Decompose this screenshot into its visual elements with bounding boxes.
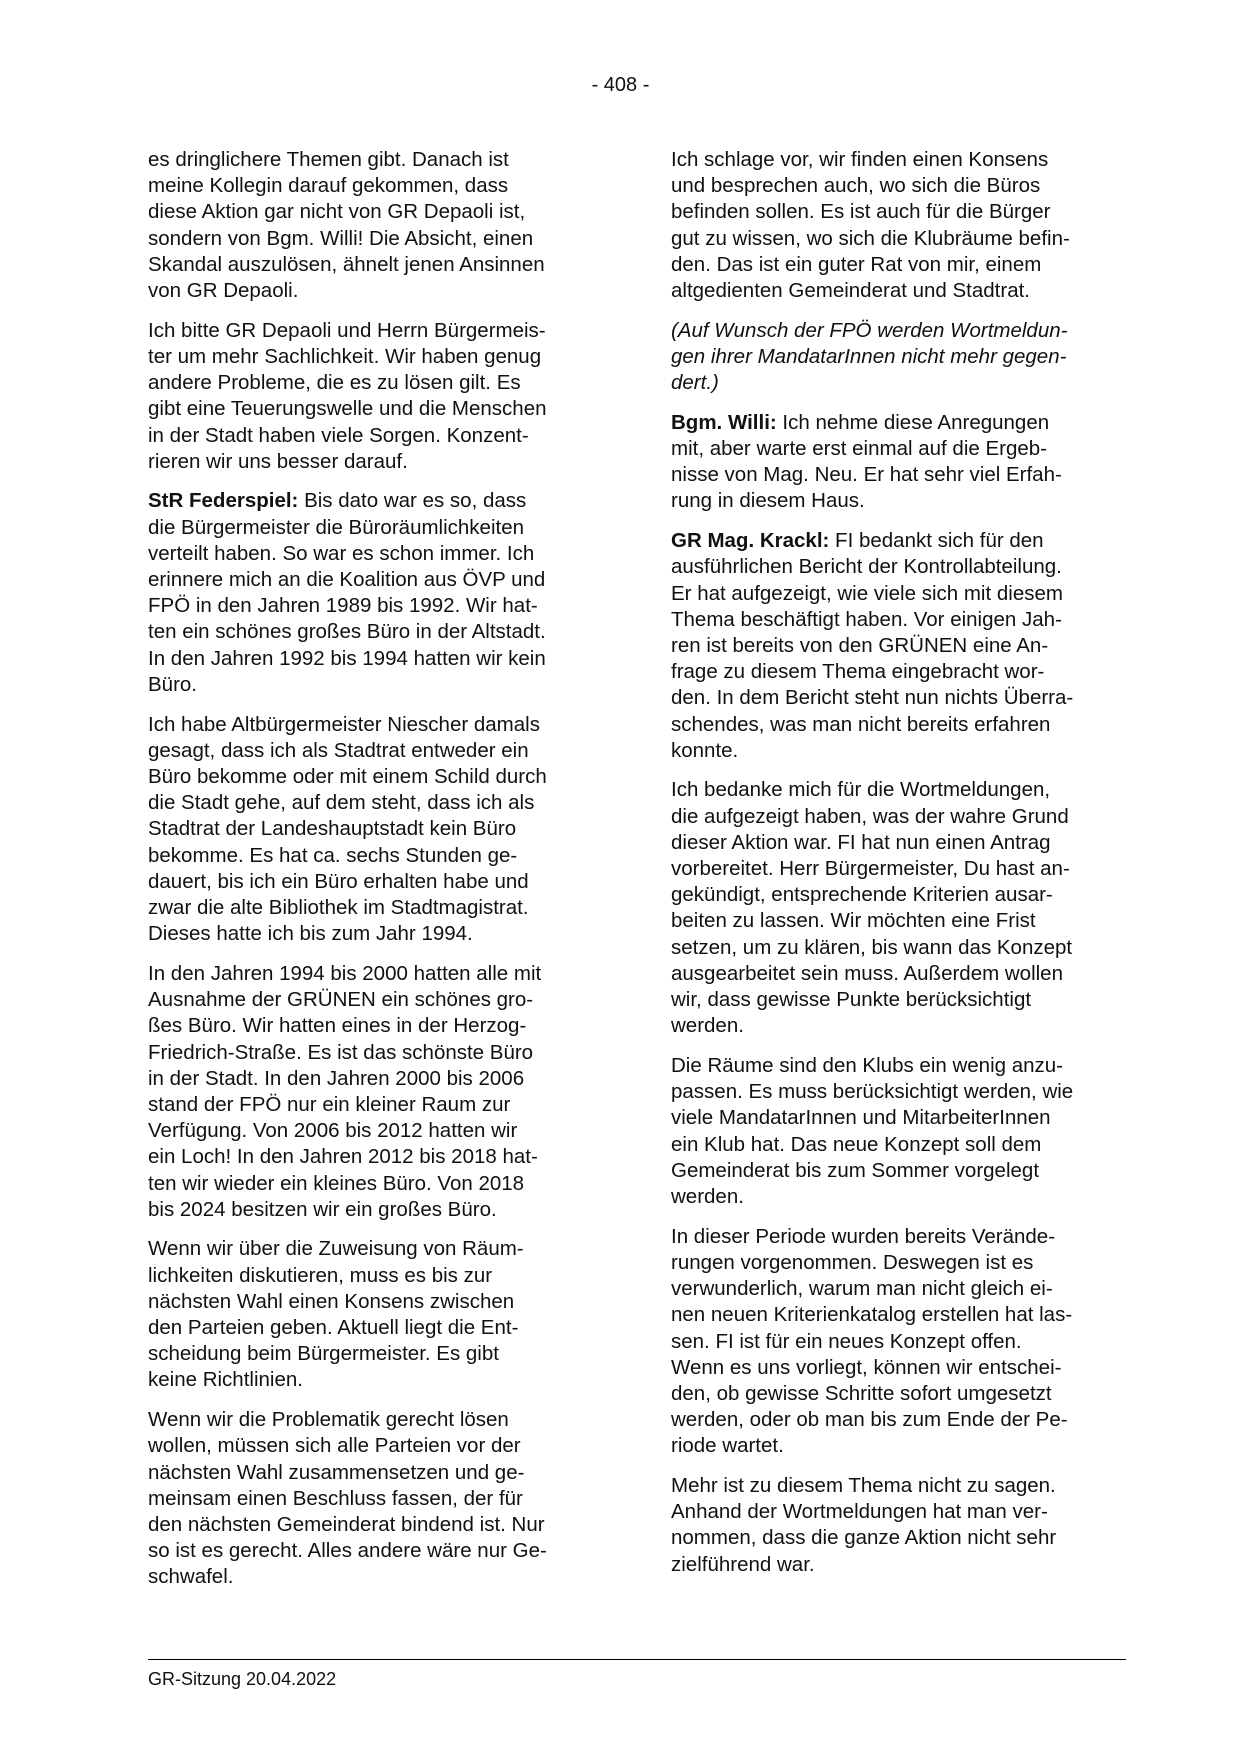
text-line: mit, aber warte erst einmal auf die Ergeb-: [671, 437, 1047, 461]
text-line: diese Aktion gar nicht von GR Depaoli ist,: [148, 200, 526, 224]
text-line: von GR Depaoli.: [148, 279, 299, 303]
text-line: werden, oder ob man bis zum Ende der Pe-: [671, 1408, 1068, 1432]
text-line: die Bürgermeister die Büroräumlichkeiten: [148, 515, 525, 539]
text-line: ter um mehr Sachlichkeit. Wir haben genug: [148, 344, 542, 368]
text-line: ausgearbeitet sein muss. Außerdem wollen: [671, 961, 1063, 985]
text-line: nächsten Wahl einen Konsens zwischen: [148, 1289, 515, 1313]
text-line: werden.: [671, 1014, 744, 1038]
paragraph: [671, 147, 1131, 304]
text-line: andere Probleme, die es zu lösen gilt. Es: [148, 371, 521, 395]
text-line: In den Jahren 1992 bis 1994 hatten wir kein: [148, 646, 546, 670]
text-line: viele MandatarInnen und MitarbeiterInnen: [671, 1106, 1051, 1130]
text-line: nommen, dass die ganze Aktion nicht sehr: [671, 1526, 1057, 1550]
text-line: [148, 488, 608, 514]
text-line: nen neuen Kriterienkatalog erstellen hat las-: [671, 1303, 1073, 1327]
paragraph: [671, 528, 1131, 764]
text-line: gekündigt, entsprechende Kriterien ausar-: [671, 883, 1053, 907]
text-line: Wenn es uns vorliegt, können wir entschei-: [671, 1355, 1062, 1379]
text-line: [671, 528, 1131, 554]
paragraph: [671, 1224, 1131, 1460]
paragraph: [148, 318, 608, 475]
text-line: den. Das ist ein guter Rat von mir, einem: [671, 252, 1042, 276]
text-line: passen. Es muss berücksichtigt werden, wie: [671, 1080, 1074, 1104]
text-line: ten wir wieder ein kleines Büro. Von 2018: [148, 1171, 525, 1195]
text-line: Er hat aufgezeigt, wie viele sich mit diesem: [671, 581, 1063, 605]
text-line: vorbereitet. Herr Bürgermeister, Du hast an-: [671, 857, 1070, 881]
text-line: verwunderlich, warum man nicht gleich ei-: [671, 1277, 1053, 1301]
text-line: Gemeinderat bis zum Sommer vorgelegt: [671, 1158, 1040, 1182]
text-line: Thema beschäftigt haben. Vor einigen Jah-: [671, 607, 1062, 631]
text-line: In den Jahren 1994 bis 2000 hatten alle mit: [148, 961, 542, 985]
paragraph: [671, 777, 1131, 1039]
text-line: ten ein schönes großes Büro in der Altstadt.: [148, 620, 546, 644]
paragraph: [671, 1473, 1131, 1578]
text-line: den, ob gewisse Schritte sofort umgesetzt: [671, 1381, 1052, 1405]
text-line: dieser Aktion war. FI hat nun einen Antrag: [671, 830, 1051, 854]
text-line: Anhand der Wortmeldungen hat man ver-: [671, 1500, 1048, 1524]
text-line: Verfügung. Von 2006 bis 2012 hatten wir: [148, 1119, 518, 1143]
text-line: den. In dem Bericht steht nun nichts Überra-: [671, 686, 1074, 710]
text-line: Büro bekomme oder mit einem Schild durch: [148, 764, 547, 788]
text-line: Stadtrat der Landeshauptstadt kein Büro: [148, 817, 517, 841]
text-line: schwafel.: [148, 1565, 234, 1589]
text-line: in der Stadt haben viele Sorgen. Konzent-: [148, 423, 529, 447]
footer-session-date: GR-Sitzung 20.04.2022: [148, 1669, 337, 1689]
text-line: (Auf Wunsch der FPÖ werden Wortmeldun-: [671, 318, 1068, 342]
text-line: Ausnahme der GRÜNEN ein schönes gro-: [148, 988, 534, 1012]
text-line: ausführlichen Bericht der Kontrollabteilung.: [671, 555, 1062, 579]
text-span: Bis dato war es so, dass: [298, 489, 527, 513]
text-line: ßes Büro. Wir hatten eines in der Herzog-: [148, 1014, 527, 1038]
text-line: dauert, bis ich ein Büro erhalten habe und: [148, 869, 529, 893]
text-line: den nächsten Gemeinderat bindend ist. Nur: [148, 1512, 545, 1536]
paragraph: [148, 488, 608, 698]
text-line: riode wartet.: [671, 1434, 784, 1458]
text-line: beiten zu lassen. Wir möchten eine Frist: [671, 909, 1036, 933]
paragraph: [671, 1053, 1131, 1210]
text-line: setzen, um zu klären, bis wann das Konzept: [671, 935, 1073, 959]
text-line: so ist es gerecht. Alles andere wäre nur Ge-: [148, 1539, 547, 1563]
page-number: - 408 -: [591, 74, 650, 96]
text-line: meine Kollegin darauf gekommen, dass: [148, 174, 509, 198]
text-line: sen. FI ist für ein neues Konzept offen.: [671, 1329, 1022, 1353]
text-line: Mehr ist zu diesem Thema nicht zu sagen.: [671, 1474, 1056, 1498]
text-line: ein Loch! In den Jahren 2012 bis 2018 hat-: [148, 1145, 538, 1169]
text-line: altgedienten Gemeinderat und Stadtrat.: [671, 279, 1030, 303]
text-line: rieren wir uns besser darauf.: [148, 449, 408, 473]
text-line: Dieses hatte ich bis zum Jahr 1994.: [148, 922, 473, 946]
text-line: Die Räume sind den Klubs ein wenig anzu-: [671, 1054, 1064, 1077]
text-line: nisse von Mag. Neu. Er hat sehr viel Erfah-: [671, 463, 1062, 487]
text-line: Ich schlage vor, wir finden einen Konsens: [671, 148, 1049, 171]
text-line: rung in diesem Haus.: [671, 489, 865, 513]
right-column: [671, 147, 1131, 1591]
text-line: meinsam einen Beschluss fassen, der für: [148, 1486, 523, 1510]
text-line: wollen, müssen sich alle Parteien vor der: [148, 1434, 521, 1458]
text-line: die aufgezeigt haben, was der wahre Grund: [671, 804, 1069, 828]
text-line: Wenn wir über die Zuweisung von Räum-: [148, 1237, 524, 1261]
paragraph: [148, 1407, 608, 1590]
text-line: [671, 410, 1131, 436]
paragraph: [148, 712, 608, 948]
text-line: erinnere mich an die Koalition aus ÖVP und: [148, 568, 546, 592]
text-line: dert.): [671, 371, 719, 395]
text-line: bekomme. Es hat ca. sechs Stunden ge-: [148, 843, 518, 867]
text-line: ren ist bereits von den GRÜNEN eine An-: [671, 633, 1049, 657]
text-line: und besprechen auch, wo sich die Büros: [671, 174, 1041, 198]
text-line: In dieser Periode wurden bereits Verände-: [671, 1224, 1056, 1248]
text-line: die Stadt gehe, auf dem steht, dass ich als: [148, 791, 535, 815]
paragraph: [671, 410, 1131, 515]
text-line: Ich bedanke mich für die Wortmeldungen,: [671, 778, 1051, 802]
text-line: keine Richtlinien.: [148, 1368, 303, 1392]
text-line: frage zu diesem Thema eingebracht wor-: [671, 660, 1045, 684]
text-line: sondern von Bgm. Willi! Die Absicht, einen: [148, 226, 534, 250]
text-span: FI bedankt sich für den: [829, 529, 1044, 553]
paragraph: [148, 961, 608, 1223]
left-column: [148, 147, 608, 1604]
text-line: gesagt, dass ich als Stadtrat entweder ein: [148, 738, 529, 762]
text-line: werden.: [671, 1185, 744, 1209]
text-line: Friedrich-Straße. Es ist das schönste Büro: [148, 1040, 534, 1064]
text-line: zielführend war.: [671, 1552, 815, 1576]
paragraph: [148, 147, 608, 304]
footer-divider: [148, 1659, 1126, 1660]
paragraph: [148, 1236, 608, 1393]
text-line: Ich bitte GR Depaoli und Herrn Bürgermeis-: [148, 318, 546, 342]
text-line: Skandal auszulösen, ähnelt jenen Ansinnen: [148, 252, 545, 276]
text-line: lichkeiten diskutieren, muss es bis zur: [148, 1263, 493, 1287]
editorial-note: [671, 318, 1131, 397]
text-line: in der Stadt. In den Jahren 2000 bis 2006: [148, 1066, 525, 1090]
text-span: Ich nehme diese Anregungen: [776, 410, 1050, 434]
text-line: gen ihrer MandatarInnen nicht mehr gegen-: [671, 344, 1067, 368]
text-line: stand der FPÖ nur ein kleiner Raum zur: [148, 1092, 511, 1116]
text-line: gibt eine Teuerungswelle und die Menschen: [148, 397, 547, 421]
text-line: bis 2024 besitzen wir ein großes Büro.: [148, 1197, 497, 1221]
text-line: verteilt haben. So war es schon immer. Ich: [148, 541, 535, 565]
text-line: Ich habe Altbürgermeister Niescher damals: [148, 712, 540, 736]
text-line: rungen vorgenommen. Deswegen ist es: [671, 1250, 1034, 1274]
text-line: Wenn wir die Problematik gerecht lösen: [148, 1408, 509, 1432]
text-line: FPÖ in den Jahren 1989 bis 1992. Wir hat-: [148, 594, 538, 618]
text-line: nächsten Wahl zusammensetzen und ge-: [148, 1460, 525, 1484]
text-line: konnte.: [671, 738, 739, 762]
text-line: gut zu wissen, wo sich die Klubräume befin-: [671, 226, 1070, 250]
text-line: Büro.: [148, 672, 197, 696]
speaker-label: GR Mag. Krackl:: [671, 529, 830, 553]
text-line: wir, dass gewisse Punkte berücksichtigt: [671, 988, 1032, 1012]
speaker-label: StR Federspiel:: [148, 489, 299, 513]
text-line: schendes, was man nicht bereits erfahren: [671, 712, 1051, 736]
text-line: befinden sollen. Es ist auch für die Bürger: [671, 200, 1051, 224]
text-line: zwar die alte Bibliothek im Stadtmagistrat.: [148, 895, 529, 919]
text-line: scheidung beim Bürgermeister. Es gibt: [148, 1342, 499, 1366]
text-line: es dringlichere Themen gibt. Danach ist: [148, 148, 509, 171]
speaker-label: Bgm. Willi:: [671, 410, 777, 434]
text-line: den Parteien geben. Aktuell liegt die Ent-: [148, 1316, 519, 1340]
text-line: ein Klub hat. Das neue Konzept soll dem: [671, 1132, 1042, 1156]
